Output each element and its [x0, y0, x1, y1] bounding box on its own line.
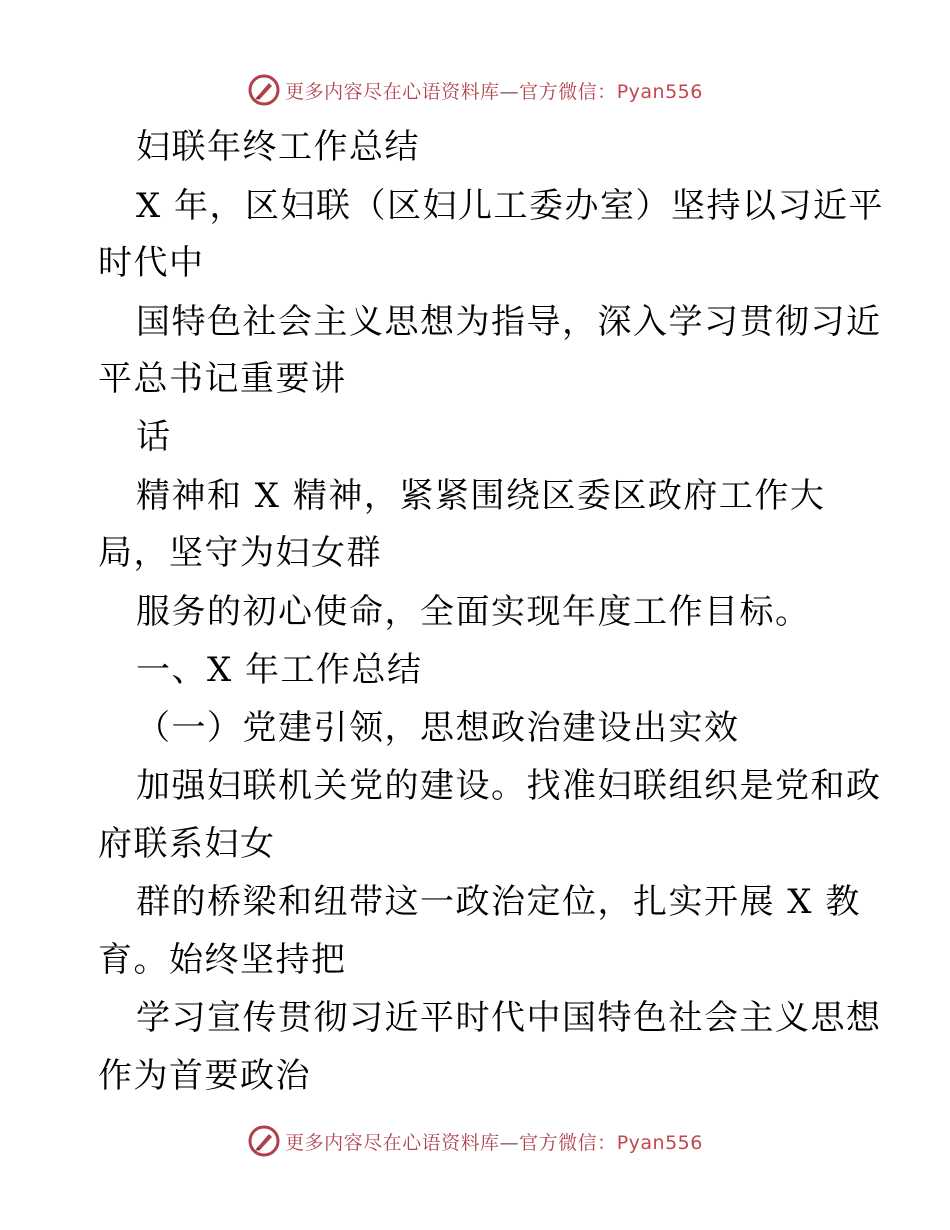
text-line: 局，坚守为妇女群 — [98, 533, 382, 573]
watermark-text: 更多内容尽在心语资料库—官方微信：Pyan556 — [285, 1131, 703, 1154]
subsection-heading: （一）党建引领，思想政治建设出实效 — [136, 708, 740, 748]
text-line: 加强妇联机关党的建设。找准妇联组织是党和政 — [136, 766, 882, 806]
text-line: 群的桥梁和纽带这一政治定位，扎实开展 X 教 — [136, 882, 861, 922]
quill-logo-icon — [247, 73, 281, 107]
text-line: 精神和 X 精神，紧紧围绕区委区政府工作大 — [136, 476, 826, 516]
document-title: 妇联年终工作总结 — [136, 127, 420, 167]
quill-logo-icon — [247, 1124, 281, 1158]
header-watermark — [0, 70, 950, 110]
text-line: 作为首要政治 — [98, 1056, 311, 1096]
text-line: 服务的初心使命，全面实现年度工作目标。 — [136, 592, 811, 632]
footer-watermark — [0, 1121, 950, 1161]
text-line: X 年，区妇联（区妇儿工委办室）坚持以习近平 — [136, 186, 885, 226]
text-line: 平总书记重要讲 — [98, 359, 347, 399]
text-line: 学习宣传贯彻习近平时代中国特色社会主义思想 — [136, 998, 882, 1038]
section-heading: 一、X 年工作总结 — [136, 650, 423, 690]
text-line: 时代中 — [98, 243, 205, 283]
text-line: 国特色社会主义思想为指导，深入学习贯彻习近 — [136, 302, 882, 342]
watermark-text: 更多内容尽在心语资料库—官方微信：Pyan556 — [285, 80, 703, 103]
text-line: 话 — [136, 417, 172, 457]
text-line: 育。始终坚持把 — [98, 940, 347, 980]
text-line: 府联系妇女 — [98, 824, 276, 864]
